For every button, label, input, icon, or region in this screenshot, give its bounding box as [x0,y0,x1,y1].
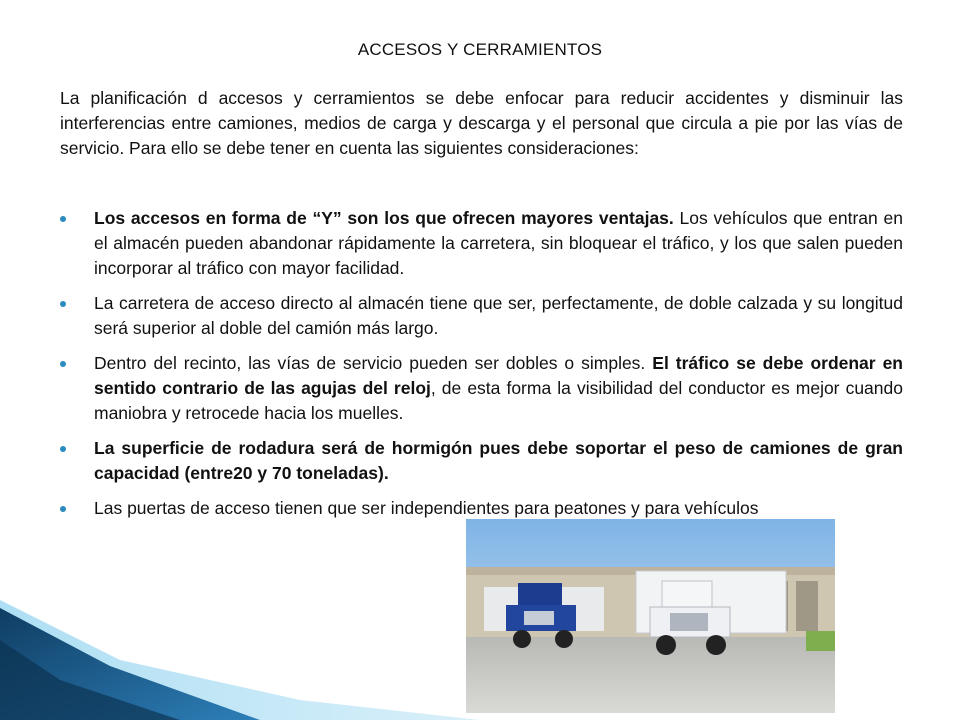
intro-paragraph: La planificación d accesos y cerramientos se debe enfocar para reducir accidentes y disminuir las interferencias entre camiones, medios de carga y descarga y el personal que circula a pie por las vías de servicio. Para ello se debe tener en cuenta las siguientes consideraciones: [60,88,903,158]
list-item [60,206,903,281]
bullet-icon [60,301,66,307]
corner-swoosh-decoration [0,580,480,720]
considerations-list [60,206,903,531]
bullet-4-bold: La superficie de rodadura será de hormigón pues debe soportar el peso de camiones de gran capacidad (entre20 y 70 toneladas). [94,438,903,483]
bullet-3-pre: Dentro del recinto, las vías de servicio pueden ser dobles o simples. [94,353,653,373]
bullet-3-bold: El tráfico se debe ordenar en sentido contrario de las agujas del reloj [94,353,903,398]
bullet-icon [60,506,66,512]
bullet-1-bold: Los accesos en forma de “Y” son los que ofrecen mayores ventajas. [94,208,674,228]
bullet-2-text: La carretera de acceso directo al almacén tiene que ser, perfectamente, de doble calzada y su longitud será superior al doble del camión más largo. [94,293,903,338]
bullet-icon [60,361,66,367]
list-item [60,436,903,486]
trucks-photo [466,519,835,713]
bullet-icon [60,216,66,222]
bullet-icon [60,446,66,452]
bullet-1-text: Los vehículos que entran en el almacén pueden abandonar rápidamente la carretera, sin bloquear el tráfico, y los que salen pueden incorporar al tráfico con mayor facilidad. [94,208,903,278]
list-item [60,351,903,426]
bullet-3-post: , de esta forma la visibilidad del conductor es mejor cuando maniobra y retrocede hacia los muelles. [94,378,903,423]
trucks-at-dock-illustration [466,519,835,713]
bullet-5-text: Las puertas de acceso tienen que ser independientes para peatones y para vehículos [94,498,759,518]
list-item [60,496,903,521]
list-item [60,291,903,341]
page-title: ACCESOS Y CERRAMIENTOS [357,40,603,59]
